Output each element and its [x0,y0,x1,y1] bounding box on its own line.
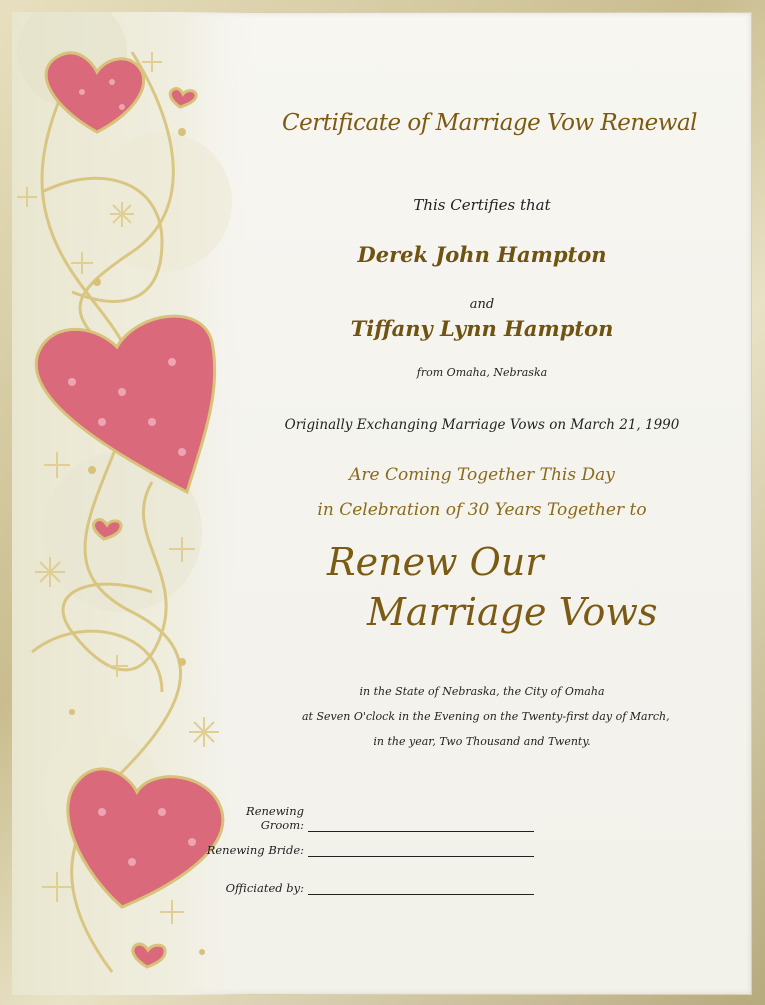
officiant-signature-line[interactable] [308,880,534,895]
original-vows-text: Originally Exchanging Marriage Vows on March 21, 1990 [284,417,680,433]
bride-signature-label: Renewing Bride: [206,843,304,857]
bride-signature-line[interactable] [308,842,534,857]
year-text: in the year, Two Thousand and Twenty. [373,735,591,748]
groom-name: Derek John Hampton [357,242,607,267]
certifies-text: This Certifies that [413,196,551,214]
celebration-text: in Celebration of 30 Years Together to [317,500,647,520]
location-text: in the State of Nebraska, the City of Omaha [359,685,605,698]
coming-together-text: Are Coming Together This Day [349,465,615,485]
and-text: and [469,297,495,312]
bride-name: Tiffany Lynn Hampton [350,316,614,341]
star-icon [110,202,134,227]
officiant-signature-row [200,880,534,895]
renew-heading: Renew Our [327,540,544,584]
certificate-title: Certificate of Marriage Vow Renewal [282,110,698,136]
time-text: at Seven O'clock in the Evening on the Twenty-first day of March, [302,710,670,723]
bride-signature-row [200,842,534,857]
groom-signature-row [200,804,534,832]
groom-signature-line[interactable] [308,817,534,832]
officiant-signature-label: Officiated by: [225,881,304,895]
marriage-vows-heading: Marriage Vows [367,590,658,634]
hometown-text: from Omaha, Nebraska [416,366,548,379]
groom-signature-label: Renewing Groom: [246,804,304,832]
certificate-paper [12,12,752,995]
